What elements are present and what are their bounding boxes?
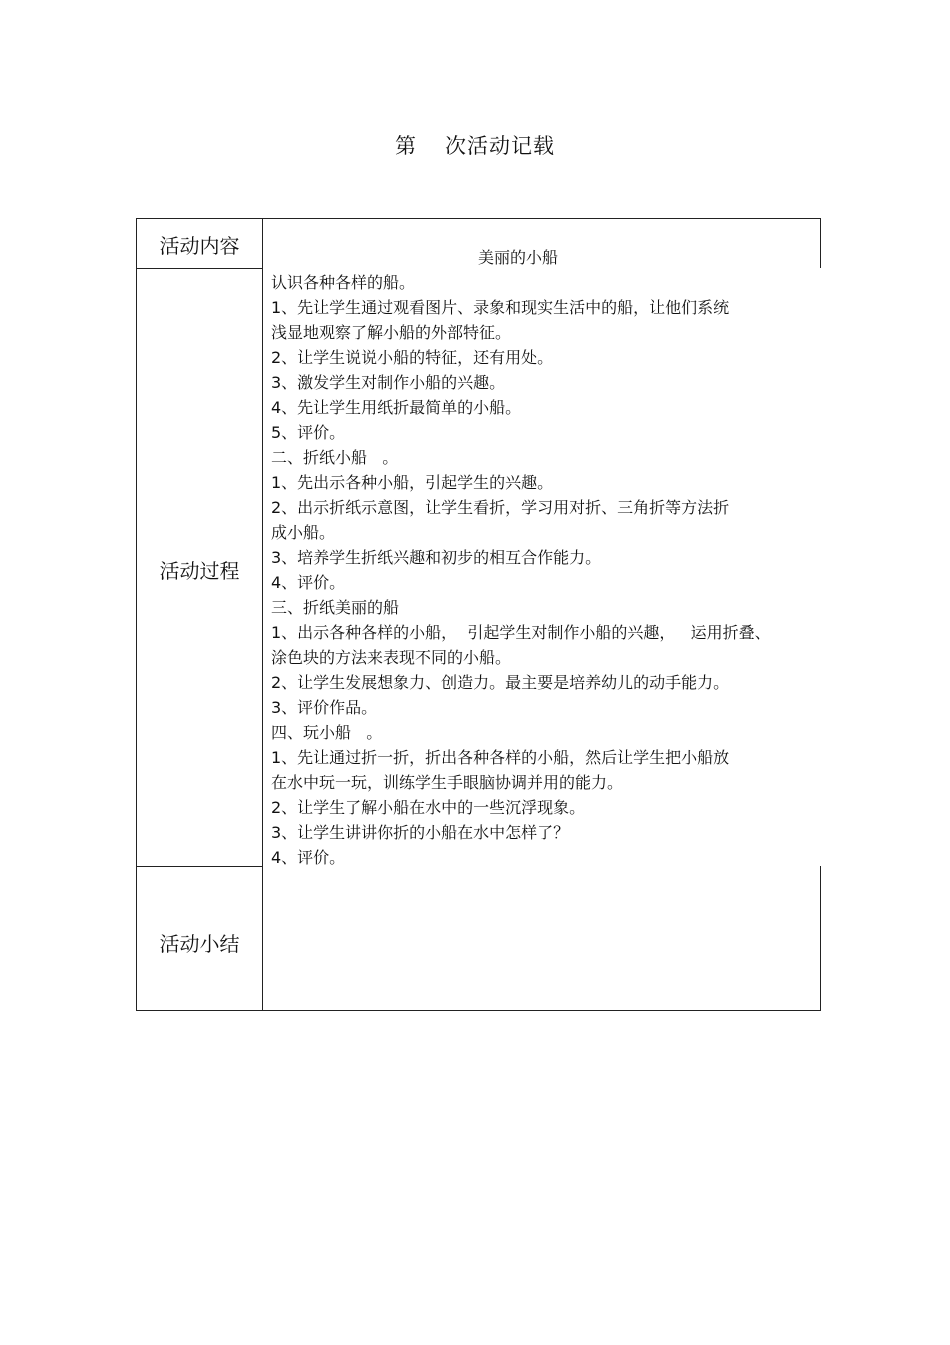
process-line: 3、培养学生折纸兴趣和初步的相互合作能力。 [271,548,602,567]
process-line: 4、评价。 [271,573,346,592]
process-line: 涂色块的方法来表现不同的小船。 [271,648,512,667]
activity-content-value: 美丽的小船 [477,248,558,267]
page-title [0,130,950,160]
title-suffix: 次活动记载 [445,134,555,158]
process-line: 4、先让学生用纸折最简单的小船。 [271,398,522,417]
process-line: 认识各种各样的船。 [271,273,416,292]
table-top-border [136,218,821,219]
process-line: 1、出示各种各样的小船， 引起学生对制作小船的兴趣， 运用折叠、 [271,623,771,642]
process-line: 5、评价。 [271,423,346,442]
content-row-label: 活动内容 [159,234,240,258]
title-prefix: 第 [395,134,417,158]
process-line: 4、评价。 [271,848,346,867]
process-line: 四、玩小船 。 [271,723,383,742]
process-line: 成小船。 [271,523,336,542]
process-line: 2、出示折纸示意图，让学生看折，学习用对折、三角折等方法折 [271,498,730,517]
process-line: 1、先让通过折一折，折出各种各样的小船，然后让学生把小船放 [271,748,730,767]
content-row-divider [136,268,263,269]
table-left-border [136,218,137,1011]
process-line: 3、评价作品。 [271,698,378,717]
process-line: 3、让学生讲讲你折的小船在水中怎样了？ [271,823,570,842]
label-column-divider [262,218,263,1011]
process-line: 1、先让学生通过观看图片、录象和现实生活中的船，让他们系统 [271,298,730,317]
process-row-label: 活动过程 [159,559,240,583]
process-row-divider [136,866,263,867]
process-line: 2、让学生说说小船的特征，还有用处。 [271,348,554,367]
activity-process-text [271,270,821,870]
summary-row-label: 活动小结 [159,932,240,956]
process-line: 在水中玩一玩，训练学生手眼脑协调并用的能力。 [271,773,624,792]
process-line: 三、折纸美丽的船 [271,598,400,617]
table-right-border-top [820,218,821,268]
table-bottom-border [136,1010,821,1011]
table-right-border-bottom [820,866,821,1011]
process-line: 二、折纸小船 。 [271,448,399,467]
process-line: 3、激发学生对制作小船的兴趣。 [271,373,506,392]
process-line: 2、让学生发展想象力、创造力。最主要是培养幼儿的动手能力。 [271,673,730,692]
process-line: 1、先出示各种小船，引起学生的兴趣。 [271,473,554,492]
process-line: 浅显地观察了解小船的外部特征。 [271,323,512,342]
process-line: 2、让学生了解小船在水中的一些沉浮现象。 [271,798,586,817]
